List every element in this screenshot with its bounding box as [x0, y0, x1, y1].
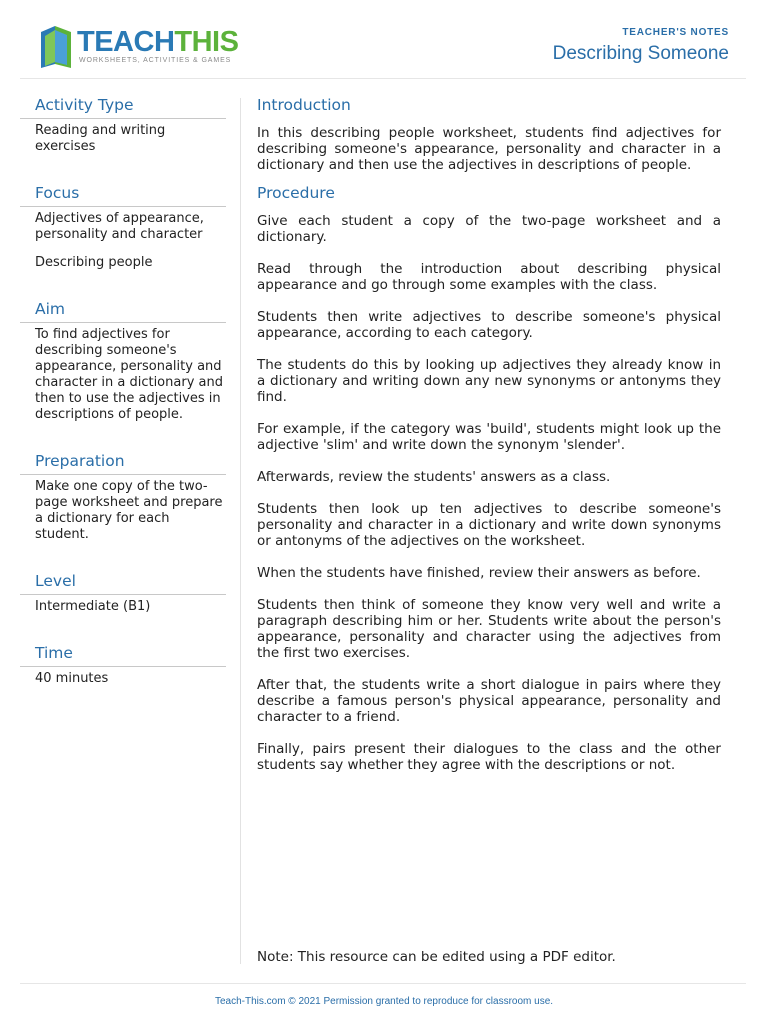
section-divider [20, 594, 226, 595]
preparation-section [20, 451, 226, 543]
introduction-text: In this describing people worksheet, students find adjectives for describing someone's appearance, personality and character in a dictionary and then use the adjectives in descriptions of people. [257, 125, 721, 173]
footer-copyright[interactable]: Teach-This.com © 2021 Permission granted to reproduce for classroom use. [214, 996, 554, 1007]
editing-note: Note: This resource can be edited using a PDF editor. [257, 949, 616, 965]
procedure-title: Procedure [257, 184, 335, 202]
procedure-step: The students do this by looking up adjectives they already know in a dictionary and writing down any new synonyms or antonyms they find. [257, 357, 721, 405]
aim-title: Aim [35, 300, 66, 318]
procedure-step: Students then write adjectives to describe someone's physical appearance, according to each category. [257, 309, 721, 341]
procedure-step: Read through the introduction about describing physical appearance and go through some examples with the class. [257, 261, 721, 293]
section-divider [20, 206, 226, 207]
activity-type-section [20, 95, 226, 155]
activity-type-title: Activity Type [35, 96, 134, 114]
sidebar [20, 95, 226, 715]
aim-section [20, 299, 226, 423]
level-title: Level [35, 572, 76, 590]
section-divider [20, 118, 226, 119]
book-logo-icon [37, 24, 73, 68]
time-title: Time [35, 644, 73, 662]
document-title: Describing Someone [552, 43, 729, 64]
time-section [20, 643, 226, 687]
procedure-step: When the students have finished, review their answers as before. [257, 565, 701, 581]
logo-tagline: WORKSHEETS, ACTIVITIES & GAMES [79, 57, 232, 64]
focus-item: Describing people [35, 255, 153, 270]
page-header [20, 0, 746, 79]
level-text: Intermediate (B1) [35, 599, 151, 614]
section-divider [20, 322, 226, 323]
column-divider [240, 98, 241, 964]
time-text: 40 minutes [35, 671, 109, 686]
procedure-step: Students then look up ten adjectives to describe someone's personality and character in a dictionary and write down synonyms or antonyms of the adjectives on the worksheet. [257, 501, 721, 549]
procedure-step: Afterwards, review the students' answers as a class. [257, 469, 611, 485]
activity-type-text: Reading and writing exercises [35, 123, 166, 154]
preparation-title: Preparation [35, 452, 125, 470]
introduction-title: Introduction [257, 96, 351, 114]
teachers-notes-label: TEACHER'S NOTES [622, 27, 729, 38]
teach-this-logo[interactable] [37, 22, 237, 70]
footer-divider [20, 983, 746, 984]
procedure-step: For example, if the category was 'build', students might look up the adjective 'slim' and write down the synonym 'slender'. [257, 421, 721, 453]
logo-wordmark: TEACHTHIS [77, 26, 239, 58]
procedure-step: Give each student a copy of the two-page worksheet and a dictionary. [257, 213, 721, 245]
focus-item: Adjectives of appearance, personality and character [35, 211, 204, 242]
procedure-step: Students then think of someone they know very well and write a paragraph describing him or her. Students write about the person's appearance, personality and character using the adjectives from the first two exercises. [257, 597, 721, 661]
focus-title: Focus [35, 184, 80, 202]
procedure-step: After that, the students write a short dialogue in pairs where they describe a famous person's physical appearance, personality and character to a friend. [257, 677, 721, 725]
aim-text: To find adjectives for describing someone's appearance, personality and character in a dictionary and then to use the adjectives in descriptions of people. [35, 327, 223, 422]
preparation-text: Make one copy of the two-page worksheet and prepare a dictionary for each student. [35, 479, 223, 542]
procedure-step: Finally, pairs present their dialogues to the class and the other students say whether they agree with the descriptions or not. [257, 741, 721, 773]
focus-section [20, 183, 226, 271]
section-divider [20, 474, 226, 475]
section-divider [20, 666, 226, 667]
level-section [20, 571, 226, 615]
main-content [257, 95, 721, 773]
